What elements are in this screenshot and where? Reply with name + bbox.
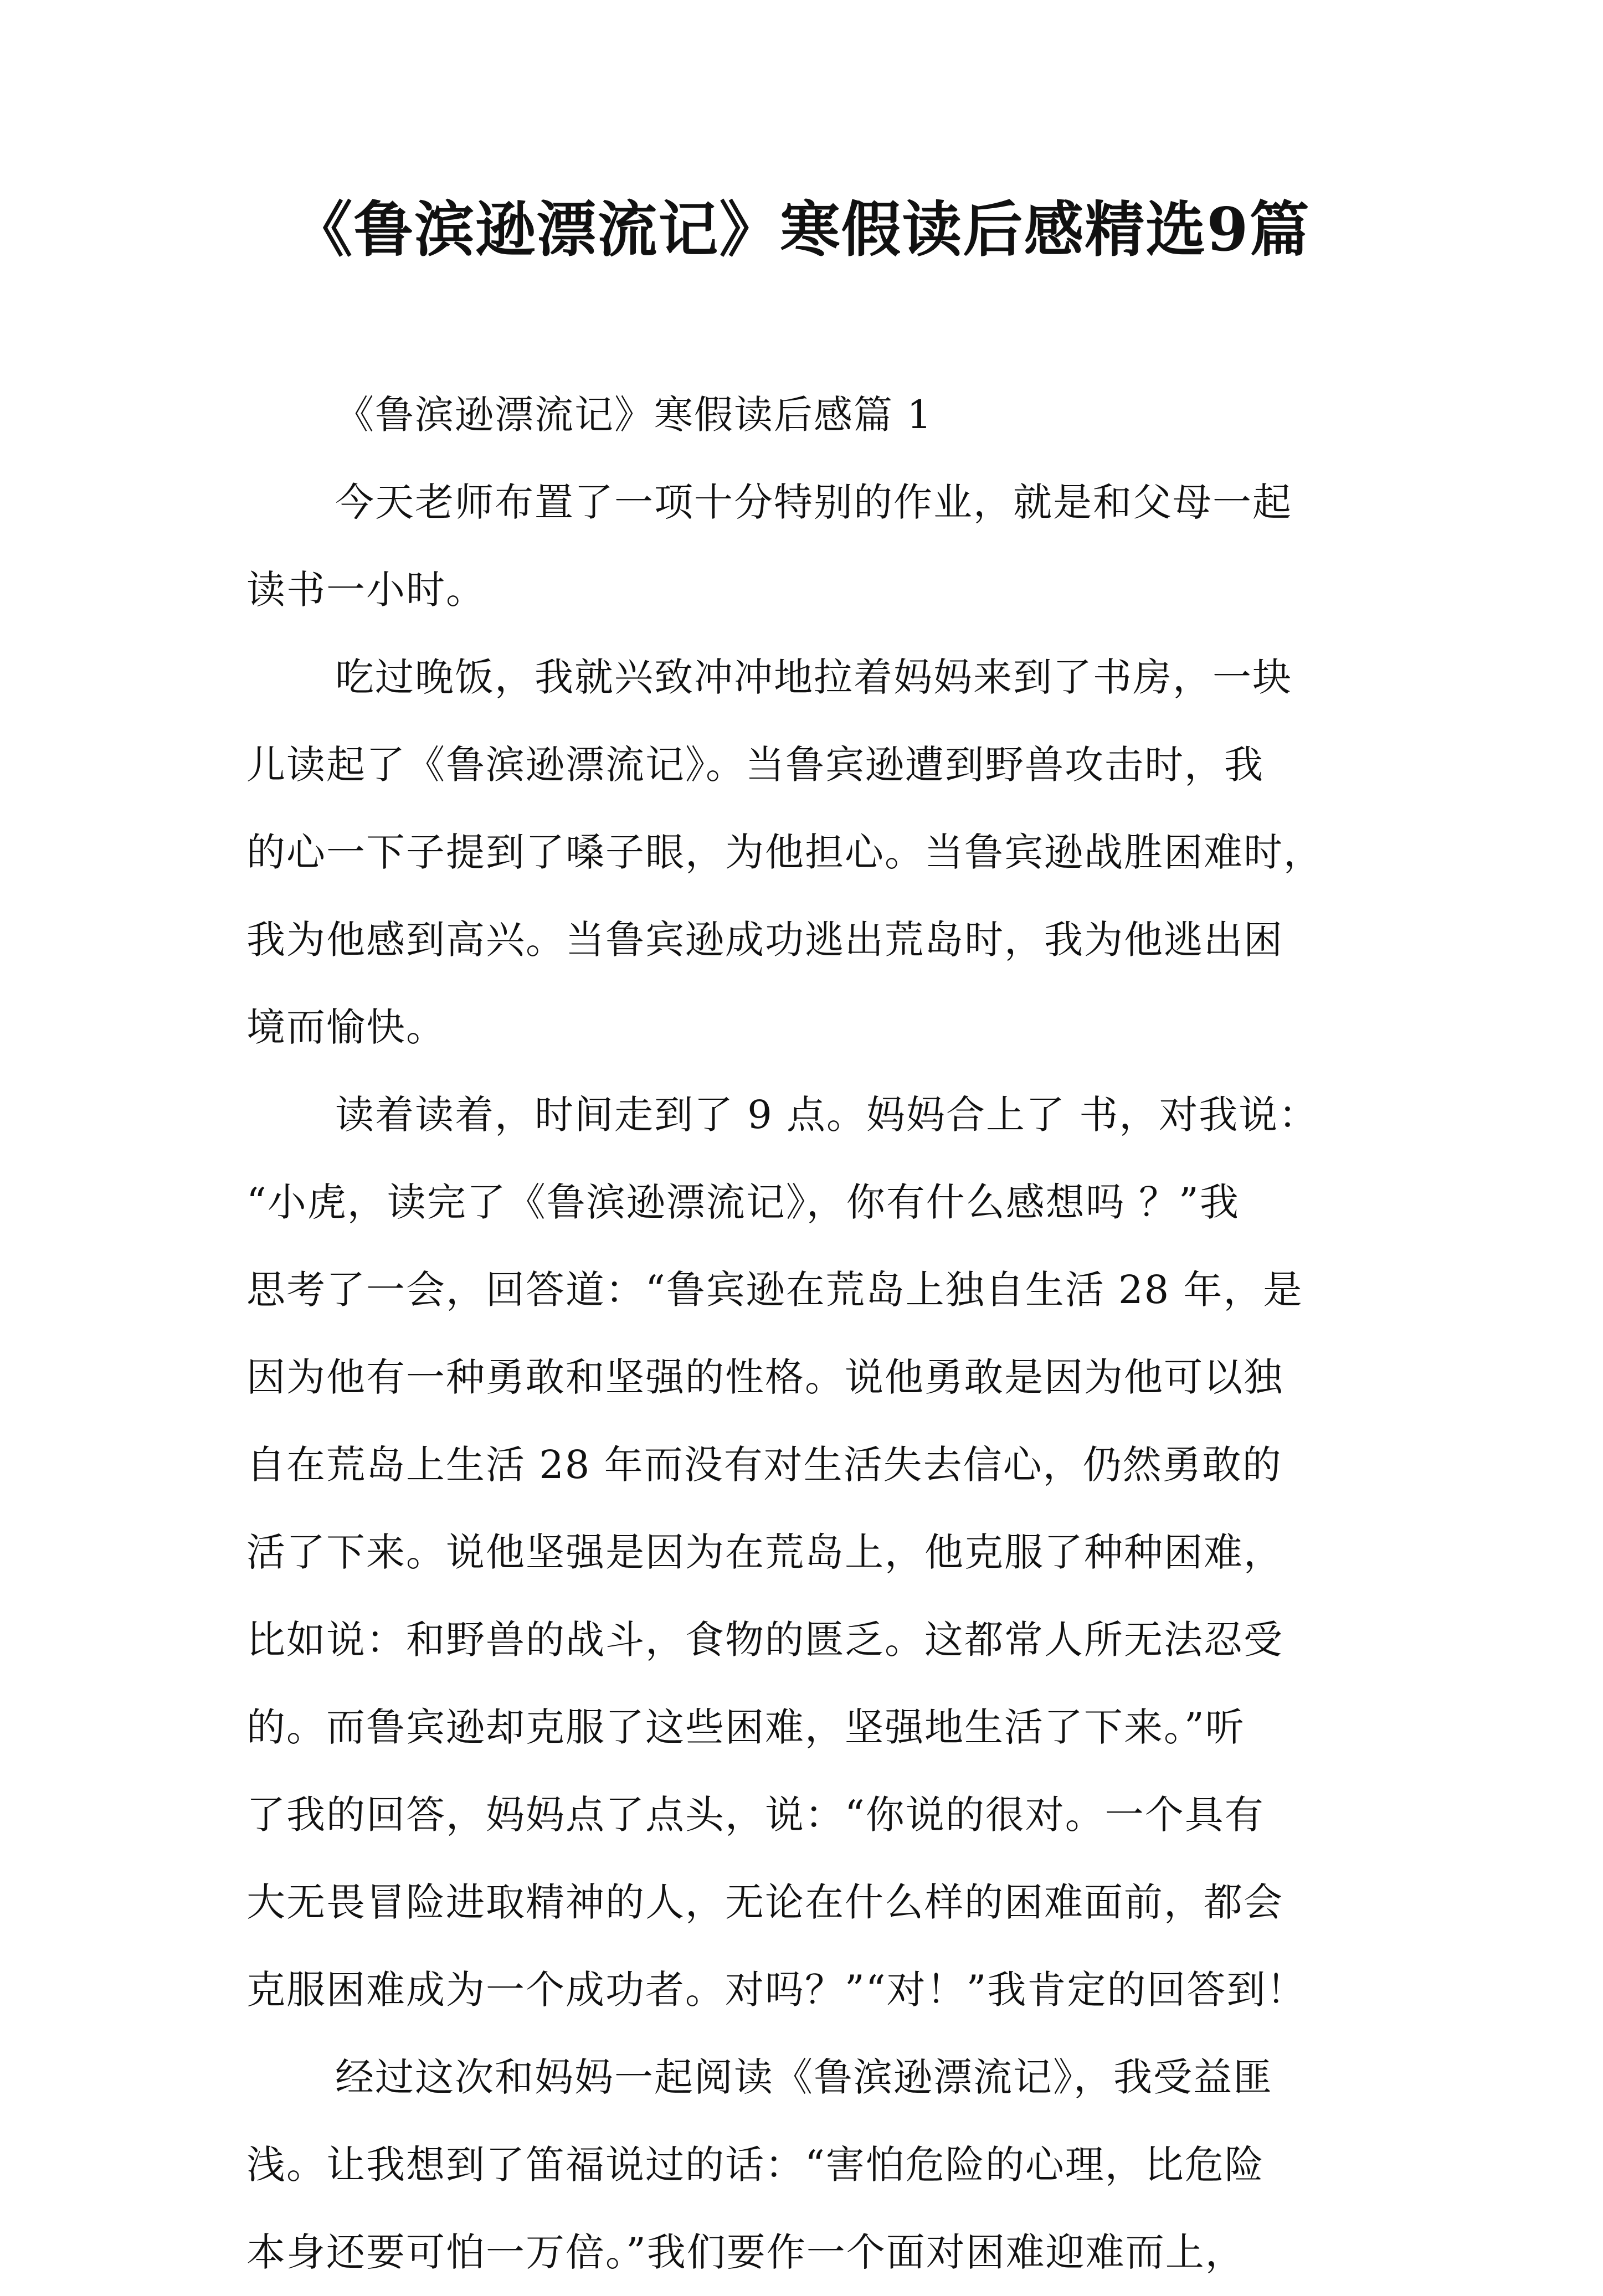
text-line: 境而愉快。 [246,1005,446,1050]
paragraph-1 [246,459,1376,634]
document-title: 《鲁滨逊漂流记》寒假读后感精选9篇 [292,195,1311,265]
text-line: 因为他有一种勇敢和坚强的性格。说他勇敢是因为他可以独 [246,1355,1283,1400]
text-line: 比如说：和野兽的战斗，食物的匮乏。这都常人所无法忍受 [246,1617,1283,1662]
text-line: 的心一下子提到了嗓子眼，为他担心。当鲁宾逊战胜困难时， [246,830,1323,875]
text-line: 了我的回答，妈妈点了点头，说：“你说的很对。一个具有 [246,1792,1265,1837]
text-line: 思考了一会，回答道：“鲁宾逊在荒岛上独自生活 28 年，是 [246,1267,1303,1312]
paragraph-3 [246,1071,1376,2034]
text-line: 活了下来。说他坚强是因为在荒岛上，他克服了种种困难， [246,1530,1283,1575]
text-line: 自在荒岛上生活 28 年而没有对生活失去信心，仍然勇敢的 [246,1442,1282,1487]
text-line: 今天老师布置了一项十分特别的作业，就是和父母一起 [335,480,1292,525]
text-line: “小虎，读完了《鲁滨逊漂流记》，你有什么感想吗 ？”我 [246,1180,1240,1225]
text-line: 读着读着，时间走到了 9 点。妈妈合上了 书，对我说： [335,1092,1319,1137]
text-line: 《鲁滨逊漂流记》寒假读后感篇 1 [335,392,933,437]
text-line: 读书一小时。 [246,567,486,612]
text-line: 经过这次和妈妈一起阅读《鲁滨逊漂流记》，我受益匪 [335,2055,1273,2100]
text-line: 吃过晚饭，我就兴致冲冲地拉着妈妈来到了书房，一块 [335,655,1292,700]
paragraph-4 [246,2034,1376,2296]
text-line: 大无畏冒险进取精神的人，无论在什么样的困难面前，都会 [246,1880,1283,1925]
text-line: 儿读起了《鲁滨逊漂流记》。当鲁宾逊遭到野兽攻击时，我 [246,742,1264,787]
section-heading [246,371,1376,459]
text-line: 克服困难成为一个成功者。对吗？”“对！”我肯定的回答到！ [246,1967,1307,2012]
text-line: 我为他感到高兴。当鲁宾逊成功逃出荒岛时，我为他逃出困 [246,917,1283,962]
document-body [246,371,1376,2296]
paragraph-2 [246,634,1376,1071]
text-line: 本身还要可怕一万倍。”我们要作一个面对困难迎难而上， [246,2230,1245,2275]
text-line: 的。而鲁宾逊却克服了这些困难，坚强地生活了下来。”听 [246,1705,1245,1750]
text-line: 浅。让我想到了笛福说过的话：“害怕危险的心理，比危险 [246,2142,1265,2187]
